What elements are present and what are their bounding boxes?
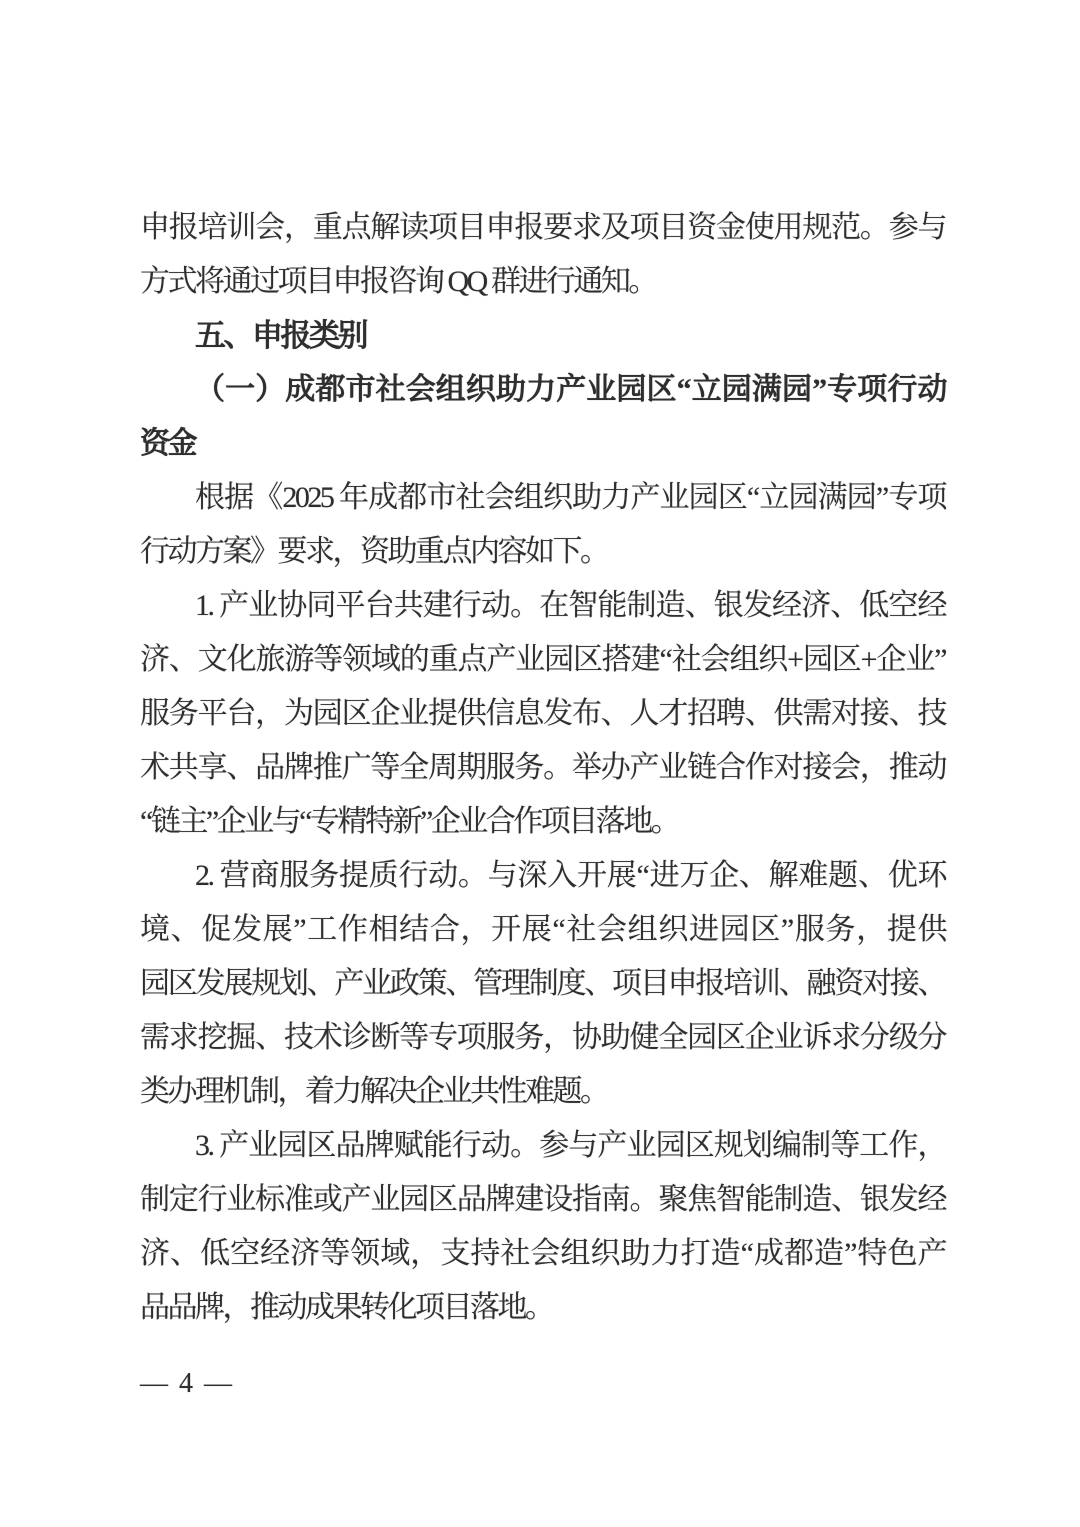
body-text-line: 根据《2025 年成都市社会组织助力产业园区“立园满园”专项 <box>195 481 945 514</box>
body-text-line: 方式将通过项目申报咨询 QQ 群进行通知。 <box>140 265 656 298</box>
body-text-line: 3. 产业园区品牌赋能行动。参与产业园区规划编制等工作， <box>195 1129 945 1162</box>
page-body-text <box>140 201 945 1335</box>
body-text-line: 济、低空经济等领域，支持社会组织助力打造“成都造”特色产 <box>140 1237 945 1270</box>
body-text-line: 2. 营商服务提质行动。与深入开展“进万企、解难题、优环 <box>195 859 945 892</box>
subsection-heading-line: 资金 <box>140 427 195 460</box>
section-heading: 五、申报类别 <box>195 318 366 353</box>
body-text-line: 园区发展规划、产业政策、管理制度、项目申报培训、融资对接、 <box>140 967 945 1000</box>
subsection-heading-line: （一）成都市社会组织助力产业园区“立园满园”专项行动 <box>195 373 945 406</box>
page-number: — 4 — <box>140 1368 234 1399</box>
body-text-line: 行动方案》要求，资助重点内容如下。 <box>140 535 608 568</box>
body-text-line: 申报培训会，重点解读项目申报要求及项目资金使用规范。参与 <box>140 211 945 244</box>
body-text-line: 品品牌，推动成果转化项目落地。 <box>140 1291 553 1324</box>
body-text-line: 术共享、品牌推广等全周期服务。举办产业链合作对接会，推动 <box>140 751 945 784</box>
body-text-line: 境、促发展”工作相结合，开展“社会组织进园区”服务，提供 <box>140 913 945 946</box>
body-text-line: 1. 产业协同平台共建行动。在智能制造、银发经济、低空经 <box>195 589 945 622</box>
body-text-line: 服务平台，为园区企业提供信息发布、人才招聘、供需对接、技 <box>140 697 945 730</box>
body-text-line: 需求挖掘、技术诊断等专项服务，协助健全园区企业诉求分级分 <box>140 1021 945 1054</box>
body-text-line: 类办理机制，着力解决企业共性难题。 <box>140 1075 608 1108</box>
page-footer <box>140 1362 234 1406</box>
body-text-line: “链主”企业与“专精特新”企业合作项目落地。 <box>140 805 679 838</box>
body-text-line: 制定行业标准或产业园区品牌建设指南。聚焦智能制造、银发经 <box>140 1183 945 1216</box>
body-text-line: 济、文化旅游等领域的重点产业园区搭建“社会组织+园区+企业” <box>140 643 945 676</box>
